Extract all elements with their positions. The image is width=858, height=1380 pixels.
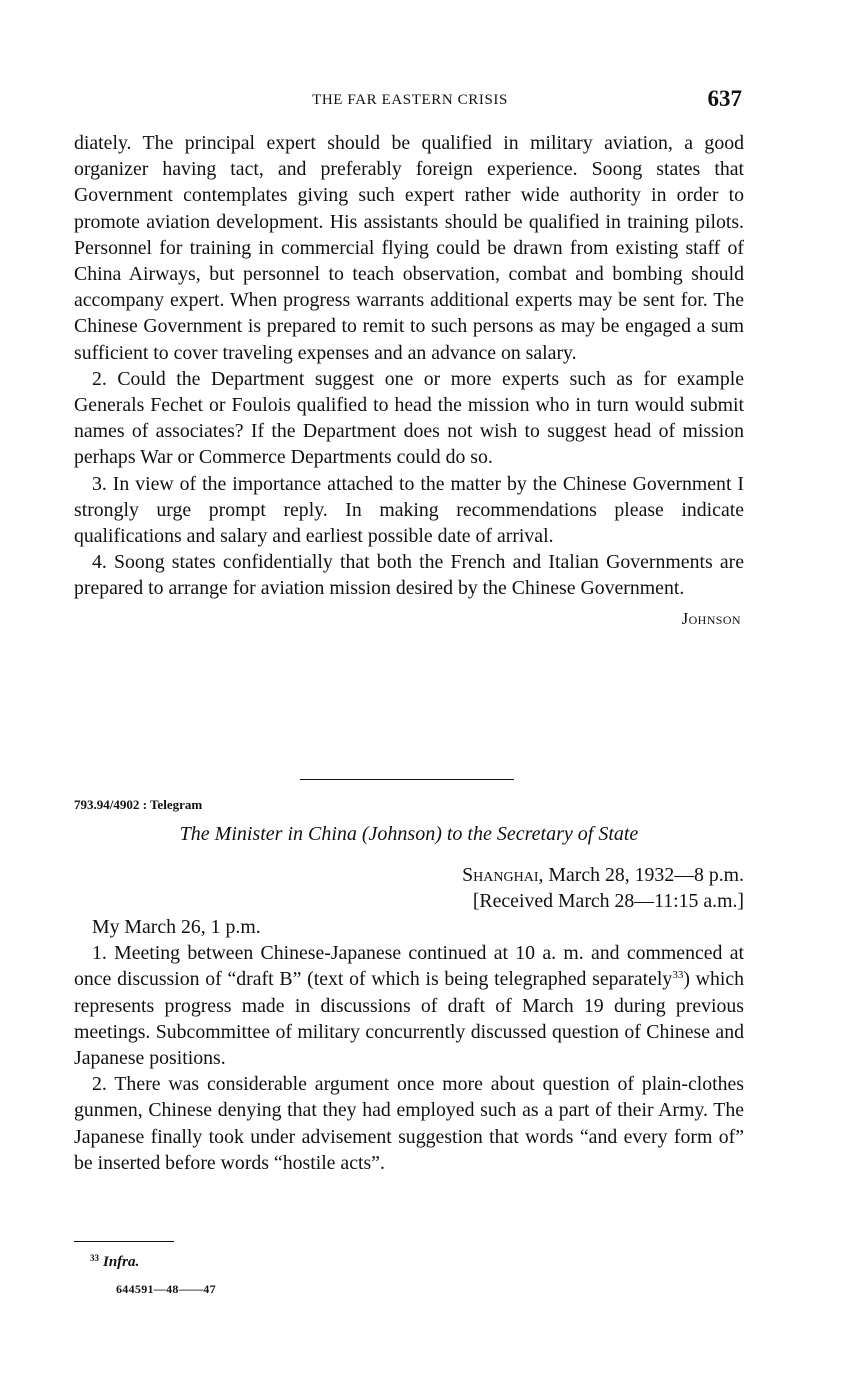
footnote-mark: 33 <box>90 1253 99 1263</box>
paragraph-2: 2. Could the Department suggest one or more experts such as for example Generals Fechet or Foulois qualified to head the mission who in turn would submit names of associates? If the Department does not wish to suggest head of mission perhaps War or Commerce Departments could do so. <box>74 367 744 469</box>
footnote-text: Infra. <box>103 1254 140 1270</box>
dateline-received: [Received March 28—11:15 a.m.] <box>472 890 744 913</box>
paragraph-1-part-a: 1. Meeting between Chinese-Japanese continued at 10 a. m. and commenced at once discussion of “draft B” (text of which is being telegraphed separately <box>74 942 744 991</box>
running-head <box>74 86 746 116</box>
salutation: My March 26, 1 p.m. <box>92 916 261 938</box>
paragraph-3: 3. In view of the importance attached to the matter by the Chinese Government I strongly urge prompt reply. In making recommendations please indicate qualifications and salary and earliest possible date of arrival. <box>74 472 744 548</box>
footnote <box>90 1253 139 1271</box>
paragraph-continuation: diately. The principal expert should be qualified in military aviation, a good organizer having tact, and preferably foreign experience. Soong states that Government contemplates giving such expert rather wide authority in order to promote aviation development. His assistants should be qualified in training pilots. Personnel for training in commercial flying could be drawn from existing staff of China Airways, but personnel to teach observation, combat and bombing should accompany expert. When progress warrants additional experts may be sent for. The Chinese Government is prepared to remit to such persons as may be engaged a sum sufficient to cover traveling expenses and an advance on salary. <box>74 132 744 364</box>
footnote-rule <box>74 1241 174 1242</box>
paragraph-1 <box>74 940 744 1071</box>
paragraph-1-part-b: ) which represents progress made in discussions of draft of March 19 during previous meetings. Subcommittee of military concurrently discussed question of Chinese and Japanese positions. <box>74 968 745 1070</box>
section-separator <box>300 779 514 780</box>
file-reference: 793.94/4902 : Telegram <box>74 797 203 812</box>
dateline-sent <box>462 862 744 888</box>
paragraph-4: 4. Soong states confidentially that both the French and Italian Governments are prepared to arrange for aviation mission desired by the Chinese Government. <box>74 551 744 600</box>
dateline-date: March 28, 1932—8 p.m. <box>543 864 744 886</box>
telegram-body <box>74 914 744 1176</box>
footnote-reference: 33 <box>672 969 684 982</box>
document-heading: The Minister in China (Johnson) to the Secretary of State <box>179 823 639 845</box>
paragraph-2: 2. There was considerable argument once more about question of plain-clothes gunmen, Chinese denying that they had employed such as a part of their Army. The Japanese finally took under advisement suggestion that words “and every form of” be inserted before words “hostile acts”. <box>74 1073 744 1174</box>
signature: Johnson <box>681 608 741 628</box>
print-code: 644591—48——47 <box>116 1282 216 1296</box>
running-title: THE FAR EASTERN CRISIS <box>312 92 508 108</box>
page-number: 637 <box>707 86 742 111</box>
telegram-continuation <box>74 130 744 632</box>
dateline-place: Shanghai, <box>462 864 544 886</box>
dateline <box>462 862 744 914</box>
